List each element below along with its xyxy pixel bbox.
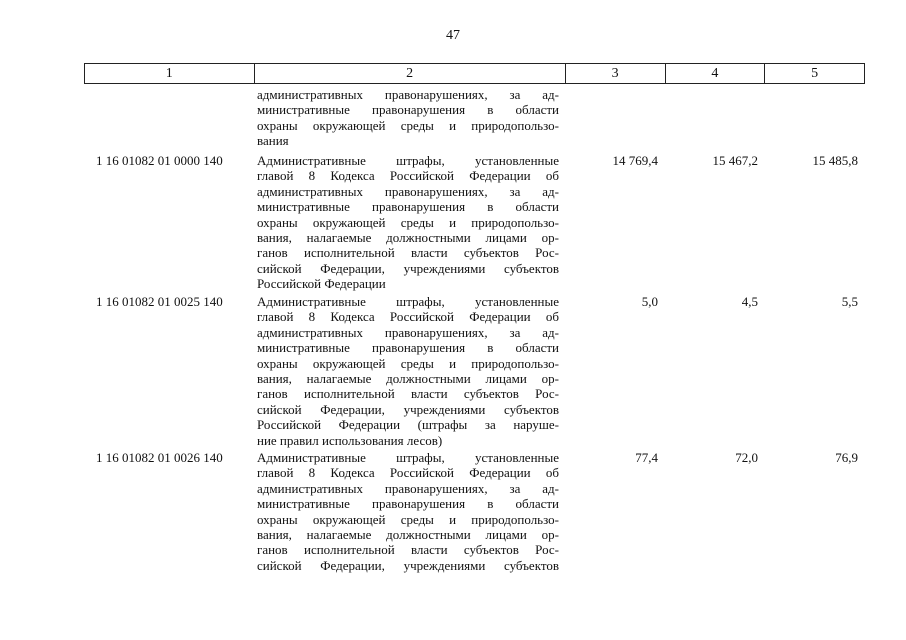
desc-line: главой 8 Кодекса Российской Федерации об [257,168,559,184]
desc-line: главой 8 Кодекса Российской Федерации об [257,309,559,325]
desc-line: Административные штрафы, установленные [257,450,559,465]
value-col-4: 72,0 [735,450,758,465]
desc-line: ганов исполнительной власти субъектов Рос- [257,386,559,402]
row-description [257,294,559,448]
desc-line: вания, налагаемые должностными лицами ор- [257,527,559,543]
value-col-4: 4,5 [741,294,758,309]
value-col-3: 5,0 [641,294,658,309]
desc-line: Российской Федерации (штрафы за наруше- [257,417,559,433]
value-col-5: 76,9 [835,450,858,465]
desc-line: министративные правонарушения в области [257,102,559,118]
desc-line: министративные правонарушения в области [257,496,559,512]
value-col-3: 77,4 [635,450,658,465]
desc-line: Российской Федерации [257,276,386,292]
value-col-4: 15 467,2 [712,153,758,168]
desc-line: административных правонарушениях, за ад- [257,183,559,199]
budget-code: 1 16 01082 01 0026 140 [96,450,223,465]
desc-line: ние правил использования лесов) [257,432,443,448]
desc-line: вания [257,133,289,149]
desc-line: вания, налагаемые должностными лицами ор- [257,371,559,387]
column-header-5: 5 [811,65,819,81]
budget-code: 1 16 01082 01 0025 140 [96,294,223,309]
desc-line: министративные правонарушения в области [257,340,559,356]
desc-line: административных правонарушениях, за ад- [257,324,559,340]
desc-line: главой 8 Кодекса Российской Федерации об [257,465,559,481]
desc-line: Административные штрафы, установленные [257,294,559,309]
value-col-3: 14 769,4 [612,153,658,168]
row-description [257,153,559,292]
page-number: 47 [446,28,460,43]
column-header-3: 3 [566,64,666,83]
desc-line: охраны окружающей среды и природопользо- [257,214,559,230]
column-header-2: 2 [255,64,566,83]
value-col-5: 15 485,8 [812,153,858,168]
column-header-1: 1 [85,64,255,83]
desc-line: сийской Федерации, учреждениями субъектов [257,401,559,417]
column-header-4: 4 [666,64,766,83]
value-col-5: 5,5 [841,294,858,309]
desc-line: министративные правонарушения в области [257,199,559,215]
desc-line: охраны окружающей среды и природопользо- [257,117,559,133]
desc-line: административных правонарушениях, за ад- [257,480,559,496]
budget-code: 1 16 01082 01 0000 140 [96,153,223,168]
desc-line: Административные штрафы, установленные [257,153,559,168]
desc-line: сийской Федерации, учреждениями субъектов [257,557,559,573]
desc-line: охраны окружающей среды и природопользо- [257,511,559,527]
table-header-row [84,63,865,84]
desc-line: ганов исполнительной власти субъектов Рос- [257,542,559,558]
desc-line: охраны окружающей среды и природопользо- [257,355,559,371]
desc-line: ганов исполнительной власти субъектов Рос- [257,245,559,261]
desc-line: административных правонарушениях, за ад- [257,87,559,102]
desc-line: сийской Федерации, учреждениями субъектов [257,260,559,276]
continuation-description [257,87,559,149]
desc-line: вания, налагаемые должностными лицами ор- [257,230,559,246]
row-description [257,450,559,573]
